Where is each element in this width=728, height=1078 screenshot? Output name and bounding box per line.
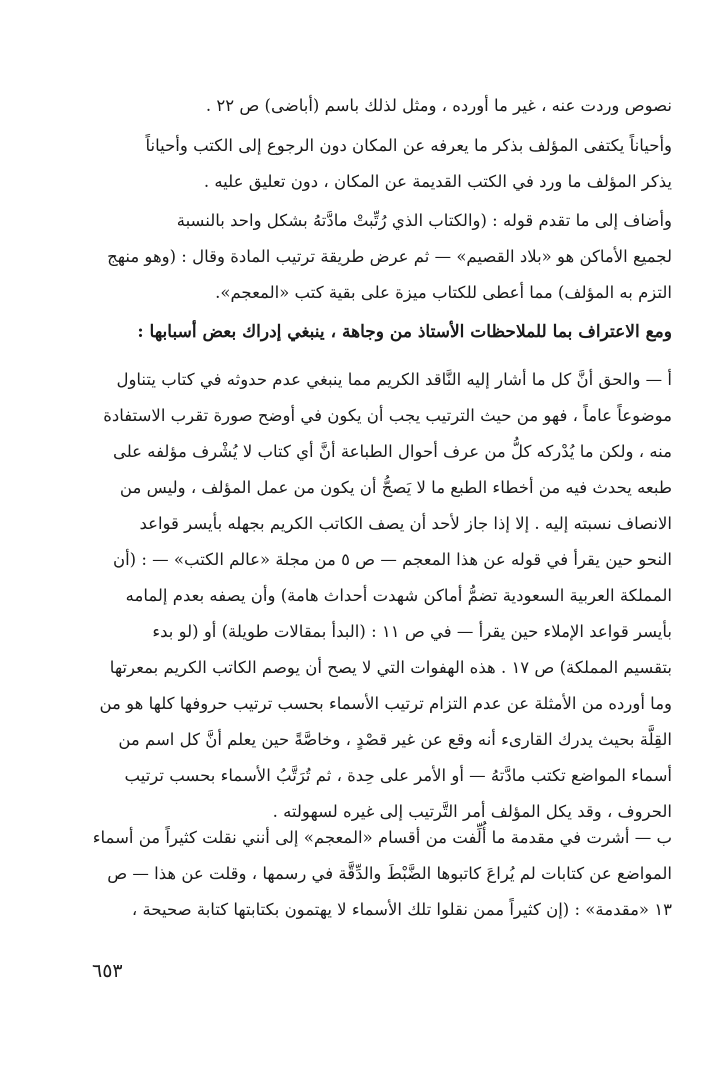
heading-line: ومع الاعتراف بما للملاحظات الأستاذ من وجاهة ، ينبغي إدراك بعض أسبابها :: [137, 322, 672, 342]
paragraph-point-a: [86, 362, 672, 830]
paragraph-author-sources: [86, 128, 672, 200]
text-line: نصوص وردت عنه ، غير ما أورده ، ومثل لذلك باسم (أباضى) ص ٢٢ .: [205, 96, 672, 115]
page-number: ٦٥٣: [92, 960, 123, 982]
text-line: منه ، ولكن ما يُدْركه كلُّ من عرف أحوال الطباعة أنَّ أي كتاب لا يُشْرف مؤلفه على: [112, 442, 672, 461]
text-line: أسماء المواضع تكتب مادَّتهُ — أو الأمر على حِدة ، ثم تُرَتَّبُ الأسماء بحسب ترتيب: [124, 766, 672, 785]
text-line: التزم به المؤلف) مما أعطى للكتاب ميزة على بقية كتب «المعجم».: [215, 283, 672, 302]
text-line: ب — أشرت في مقدمة ما أُلِّفت من أقسام «المعجم» إلى أنني نقلت كثيراً من أسماء: [92, 828, 672, 847]
text-line: يذكر المؤلف ما ورد في الكتب القديمة عن المكان ، دون تعليق عليه .: [203, 172, 672, 191]
text-line: موضوعاً عاماً ، فهو من حيث الترتيب يجب أن يكون في أوضح صورة تقرب الاستفادة: [103, 406, 672, 425]
paragraph-point-b: [86, 820, 672, 928]
text-line: الانصاف نسبته إليه . إلا إذا جاز لأحد أن يصف الكاتب الكريم بجهله بأيسر قواعد: [139, 514, 672, 533]
text-line: لجميع الأماكن هو «بلاد القصيم» — ثم عرض طريقة ترتيب المادة وقال : (وهو منهج: [107, 247, 672, 266]
text-line: المملكة العربية السعودية تضمُّ أماكن شهدت أحداث هامة) وأن يصفه بعدم إلمامه: [125, 586, 672, 605]
paragraph-critic-addition: [86, 203, 672, 311]
paragraph-intro-end: [86, 88, 672, 124]
text-line: الحروف ، وقد يكل المؤلف أمر التَّرتيب إلى غيره لسهولته .: [272, 802, 672, 821]
text-line: النحو حين يقرأ في قوله عن هذا المعجم — ص ٥ من مجلة «عالم الكتب» — : (أن: [112, 550, 672, 569]
text-line: ١٣ «مقدمة» : (إن كثيراً ممن نقلوا تلك الأسماء لا يهتمون بكتابتها كتابة صحيحة ،: [131, 900, 672, 919]
text-line: بتقسيم المملكة) ص ١٧ . هذه الهفوات التي لا يصح أن يوصم الكاتب الكريم بمعرتها: [109, 658, 672, 677]
text-line: القِلَّة بحيث يدرك القارىء أنه وقع عن غير قصْدٍ ، وخاصَّةً حين يعلم أنَّ كل اسم من: [118, 730, 672, 749]
section-heading: [86, 314, 672, 350]
text-line: أ — والحق أنَّ كل ما أشار إليه النَّاقد الكريم مما ينبغي عدم حدوثه في كتاب يتناول: [116, 370, 672, 389]
text-line: بأيسر قواعد الإملاء حين يقرأ — في ص ١١ : (البدأ بمقالات طويلة) أو (لو بدء: [152, 622, 672, 641]
text-line: وأضاف إلى ما تقدم قوله : (والكتاب الذي رُتِّبتْ مادَّتهُ بشكل واحد بالنسبة: [176, 211, 672, 230]
text-line: وما أورده من الأمثلة عن عدم التزام ترتيب الأسماء بحسب ترتيب حروفها كلها هو من: [99, 694, 672, 713]
text-line: طبعه يحدث فيه من أخطاء الطبع ما لا يَصحُّ أن يكون من عمل المؤلف ، وليس من: [119, 478, 672, 497]
text-line: المواضع عن كتابات لم يُراعَ كاتبوها الضَّبْطَ والدِّقَّة في رسمها ، وقلت عن هذا — ص: [107, 864, 672, 883]
text-line: وأحياناً يكتفى المؤلف بذكر ما يعرفه عن المكان دون الرجوع إلى الكتب وأحياناً: [145, 136, 672, 155]
